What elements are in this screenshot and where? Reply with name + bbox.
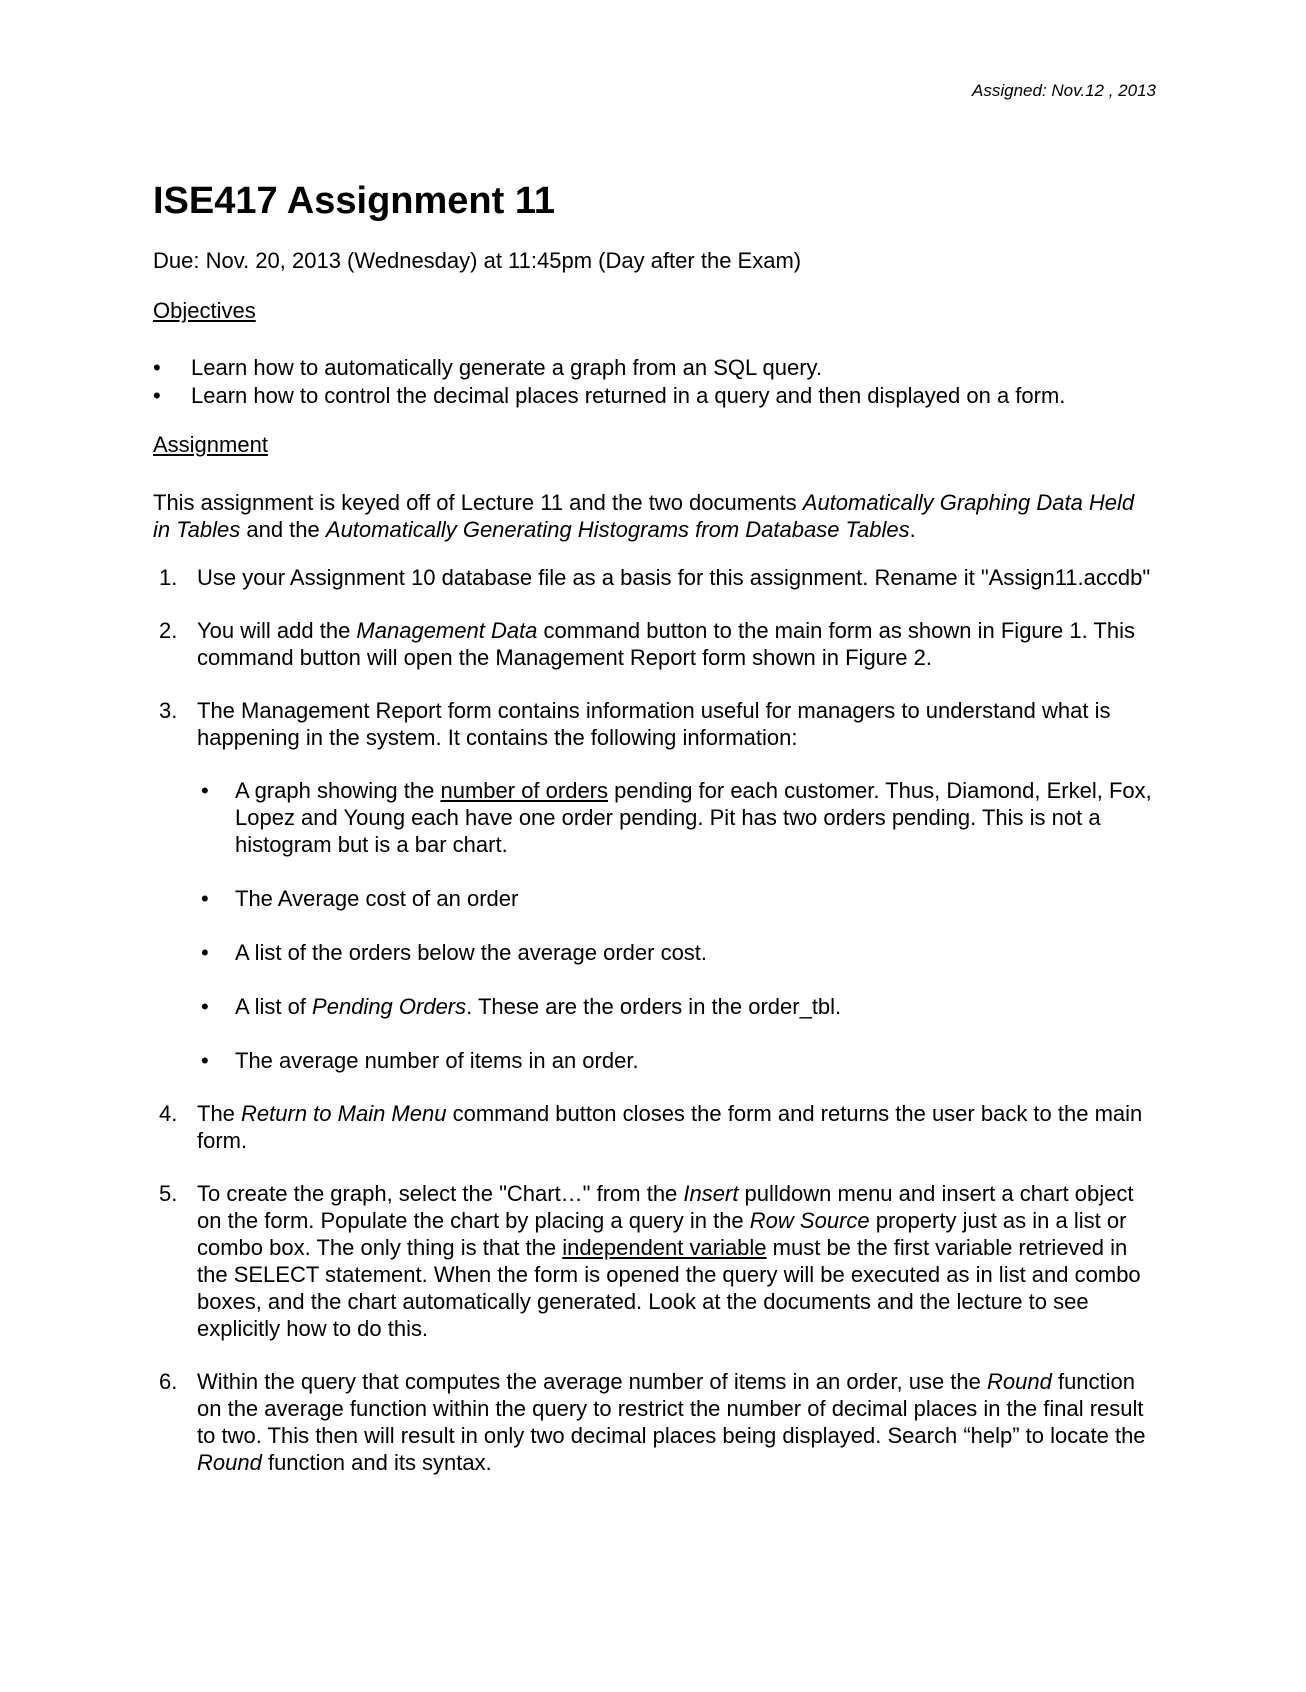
step-1: 1. Use your Assignment 10 database file as a basis for this assignment. Rename it "Assign11.accdb" — [159, 565, 1151, 590]
list-item: • The average number of items in an order. — [197, 1047, 1153, 1074]
list-item: • A list of Pending Orders. These are the orders in the order_tbl. — [197, 993, 1153, 1020]
objectives-heading: Objectives — [153, 298, 256, 323]
assignment-steps — [153, 564, 1153, 1502]
step-2: 2. You will add the Management Data command button to the main form as shown in Figure 1. This command button will open the Management Report form shown in Figure 2. — [159, 618, 1135, 670]
objectives-list — [153, 354, 1153, 410]
assignment-heading: Assignment — [153, 432, 268, 457]
list-item: • The Average cost of an order — [197, 885, 1153, 912]
report-contents-list — [197, 777, 1153, 1074]
list-item: • A list of the orders below the average order cost. — [197, 939, 1153, 966]
page-title: ISE417 Assignment 11 — [153, 180, 556, 222]
step-5: 5. To create the graph, select the "Chart…" from the Insert pulldown menu and insert a chart object on the form. Populate the chart by placing a query in the Row Source property just as in a list or combo box. The only thing is that the independent variable must be the first variable retrieved in the SELECT statement. When the form is opened the query will be executed as in list and combo boxes, and the chart automatically generated. Look at the documents and the lecture to see explicitly how to do this. — [159, 1181, 1141, 1341]
step-4: 4. The Return to Main Menu command button closes the form and returns the user back to the main form. — [159, 1101, 1143, 1153]
step-3: 3. The Management Report form contains information useful for managers to understand what is happening in the system. It contains the following information: • A graph showing the number of orders pending for each customer. Thus, Diamond, Erkel, Fox, Lopez and Young each have one order pending. Pit has two orders pending. This is not a histogram but is a bar chart. • The Average cost of an order • A list of the orders below the average order cost. • A list of Pending Orders. These are the orders in the order_tbl. • The average number of items in an order. — [153, 697, 1153, 1074]
assigned-date: Assigned: Nov.12 , 2013 — [972, 81, 1156, 100]
due-date: Due: Nov. 20, 2013 (Wednesday) at 11:45pm (Day after the Exam) — [153, 248, 802, 273]
objective-item: • Learn how to automatically generate a graph from an SQL query. — [153, 354, 1153, 382]
step-6: 6. Within the query that computes the average number of items in an order, use the Round function on the average function within the query to restrict the number of decimal places in the final result to two. This then will result in only two decimal places being displayed. Search “help” to locate the Round function and its syntax. — [159, 1369, 1146, 1475]
objective-item: • Learn how to control the decimal places returned in a query and then displayed on a form. — [153, 382, 1153, 410]
list-item: • A graph showing the number of orders pending for each customer. Thus, Diamond, Erkel, Fox, Lopez and Young each have one order pending. Pit has two orders pending. This is not a histogram but is a bar chart. — [197, 777, 1153, 858]
assignment-intro: This assignment is keyed off of Lecture 11 and the two documents Automatically Graphing Data Held in Tables and the Automatically Generating Histograms from Database Tables. — [153, 490, 1135, 542]
